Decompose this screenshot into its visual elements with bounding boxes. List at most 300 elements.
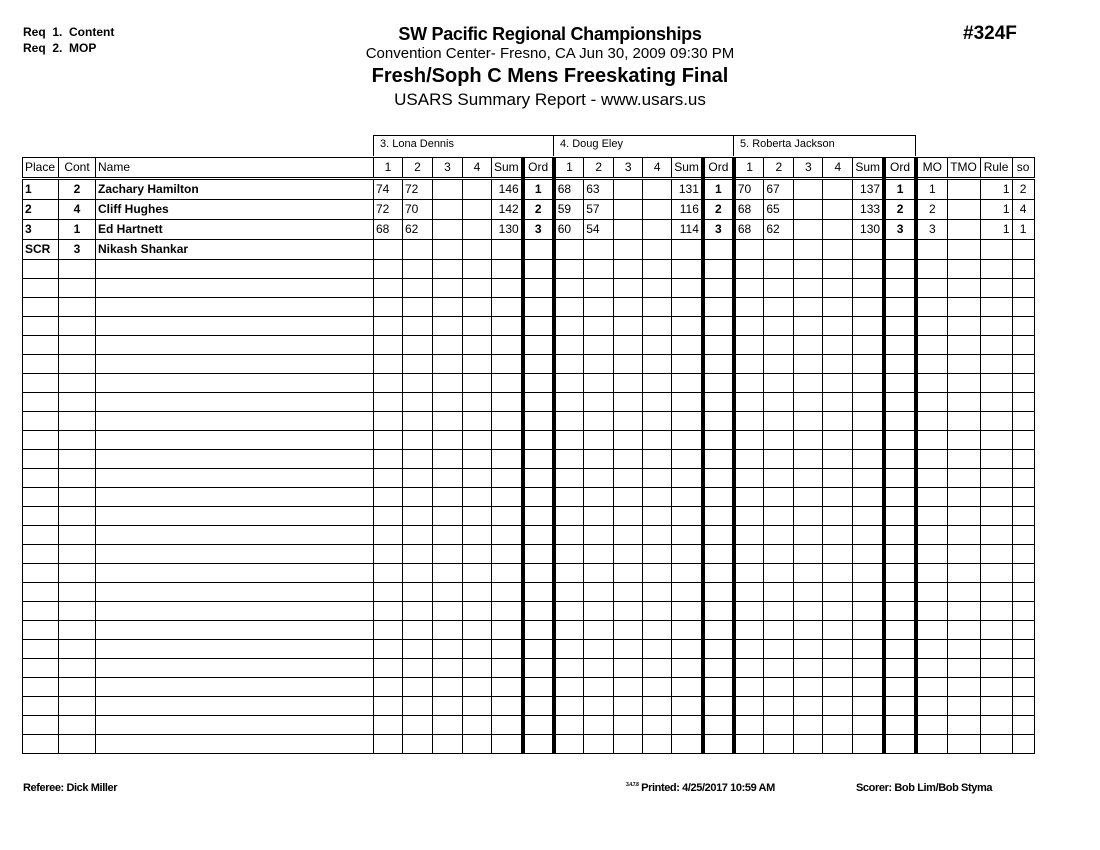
empty-cell [823,621,853,640]
empty-cell [584,640,614,659]
empty-cell [916,298,947,317]
empty-cell [734,659,764,678]
empty-cell [403,564,433,583]
judge-3-score-3-cell [794,220,823,240]
empty-row [23,735,1035,754]
empty-cell [916,279,947,298]
empty-cell [23,507,59,526]
empty-cell [433,469,463,488]
judge-header-3: 5. Roberta Jackson [733,135,916,156]
empty-cell [374,716,403,735]
empty-cell [884,659,916,678]
empty-cell [584,735,614,754]
empty-cell [403,640,433,659]
empty-cell [794,260,823,279]
empty-cell [916,393,947,412]
empty-cell [554,716,584,735]
empty-cell [916,450,947,469]
empty-cell [59,393,96,412]
empty-cell [734,621,764,640]
col-j2-2: 2 [584,158,614,179]
empty-cell [614,279,643,298]
empty-cell [59,545,96,564]
empty-cell [734,564,764,583]
empty-cell [523,469,554,488]
report-header [300,23,800,111]
empty-cell [823,488,853,507]
empty-cell [1012,564,1034,583]
empty-cell [433,678,463,697]
empty-cell [584,564,614,583]
empty-cell [403,697,433,716]
empty-cell [916,260,947,279]
empty-cell [554,564,584,583]
judge-1-ordinal-cell: 3 [523,220,554,240]
empty-cell [884,298,916,317]
empty-cell [703,545,734,564]
empty-cell [794,469,823,488]
empty-row [23,697,1035,716]
empty-cell [884,545,916,564]
competition-title: SW Pacific Regional Championships [398,24,702,44]
empty-cell [463,526,492,545]
empty-cell [916,716,947,735]
empty-cell [554,260,584,279]
empty-cell [794,583,823,602]
skater-name-cell: Cliff Hughes [96,200,374,220]
empty-cell [403,735,433,754]
empty-cell [96,336,374,355]
judge-1-score-4-cell [463,179,492,200]
empty-cell [374,735,403,754]
empty-cell [59,583,96,602]
empty-cell [523,640,554,659]
empty-cell [672,279,703,298]
empty-cell [884,393,916,412]
place-cell: 3 [23,220,59,240]
empty-cell [59,640,96,659]
printed-label: Printed: 4/25/2017 10:59 AM [641,782,775,794]
empty-cell [463,260,492,279]
empty-cell [23,450,59,469]
empty-cell [59,469,96,488]
empty-cell [672,336,703,355]
judge-1-sum-cell: 146 [492,179,523,200]
empty-cell [734,716,764,735]
so-cell: 1 [1012,220,1034,240]
empty-cell [764,735,794,754]
empty-cell [433,355,463,374]
empty-cell [492,735,523,754]
judge-1-score-1-cell: 72 [374,200,403,220]
empty-cell [672,450,703,469]
empty-cell [980,678,1012,697]
empty-cell [884,526,916,545]
empty-cell [884,602,916,621]
empty-cell [374,507,403,526]
empty-cell [734,374,764,393]
judge-3-score-4-cell [823,179,853,200]
empty-cell [59,355,96,374]
judge-1-score-2-cell: 62 [403,220,433,240]
empty-cell [794,526,823,545]
judge-3-score-4-cell [823,200,853,220]
empty-cell [403,488,433,507]
empty-cell [672,260,703,279]
judge-1-score-2-cell: 70 [403,200,433,220]
version-label: 3.4.7.8 [626,782,639,788]
empty-cell [672,697,703,716]
empty-cell [523,735,554,754]
empty-cell [23,260,59,279]
empty-row [23,545,1035,564]
empty-cell [734,507,764,526]
empty-cell [734,279,764,298]
empty-row [23,279,1035,298]
empty-cell [463,583,492,602]
empty-cell [703,431,734,450]
judge-3-score-1-cell [734,240,764,260]
empty-cell [403,545,433,564]
empty-cell [703,336,734,355]
empty-cell [884,678,916,697]
empty-cell [523,526,554,545]
empty-cell [584,488,614,507]
empty-cell [703,735,734,754]
empty-cell [554,507,584,526]
empty-cell [764,583,794,602]
empty-cell [584,355,614,374]
empty-cell [523,431,554,450]
col-j3-3: 3 [794,158,823,179]
empty-cell [554,659,584,678]
judge-1-ordinal-cell: 2 [523,200,554,220]
empty-cell [96,450,374,469]
empty-cell [554,393,584,412]
empty-cell [916,735,947,754]
empty-cell [884,488,916,507]
empty-cell [96,355,374,374]
empty-cell [672,431,703,450]
empty-cell [884,412,916,431]
col-j1-3: 3 [433,158,463,179]
empty-cell [23,317,59,336]
empty-cell [794,507,823,526]
empty-cell [643,678,672,697]
empty-cell [584,374,614,393]
rule-cell: 1 [980,200,1012,220]
empty-cell [374,336,403,355]
empty-cell [823,697,853,716]
empty-cell [614,450,643,469]
empty-cell [672,374,703,393]
empty-cell [554,431,584,450]
empty-cell [614,355,643,374]
empty-cell [584,298,614,317]
empty-cell [947,564,980,583]
tmo-cell [947,179,980,200]
empty-cell [584,317,614,336]
empty-cell [23,355,59,374]
empty-cell [853,279,884,298]
judge-1-score-3-cell [433,179,463,200]
col-j1-sum: Sum [492,158,523,179]
empty-cell [584,393,614,412]
empty-cell [1012,507,1034,526]
mo-cell: 2 [916,200,947,220]
empty-cell [463,735,492,754]
empty-cell [403,659,433,678]
empty-cell [1012,412,1034,431]
empty-cell [584,697,614,716]
empty-cell [794,393,823,412]
results-table [22,157,1035,754]
judge-2-sum-cell: 114 [672,220,703,240]
empty-cell [433,659,463,678]
empty-cell [823,507,853,526]
empty-cell [980,716,1012,735]
empty-row [23,260,1035,279]
empty-cell [947,507,980,526]
empty-cell [23,374,59,393]
empty-cell [523,393,554,412]
empty-cell [433,317,463,336]
empty-cell [59,412,96,431]
empty-cell [703,317,734,336]
empty-cell [554,602,584,621]
empty-cell [433,602,463,621]
empty-cell [492,298,523,317]
empty-cell [523,488,554,507]
empty-cell [523,507,554,526]
judge-3-ordinal-cell: 2 [884,200,916,220]
empty-cell [492,697,523,716]
empty-cell [672,716,703,735]
empty-cell [96,279,374,298]
empty-cell [23,697,59,716]
empty-cell [764,450,794,469]
empty-cell [403,678,433,697]
empty-cell [554,697,584,716]
empty-cell [403,393,433,412]
empty-cell [1012,317,1034,336]
empty-cell [734,526,764,545]
empty-cell [433,564,463,583]
empty-cell [403,469,433,488]
judge-3-score-3-cell [794,240,823,260]
empty-cell [643,450,672,469]
empty-cell [403,374,433,393]
place-cell: 1 [23,179,59,200]
empty-cell [59,507,96,526]
empty-cell [23,298,59,317]
empty-cell [59,659,96,678]
judge-2-score-4-cell [643,220,672,240]
empty-cell [734,450,764,469]
judge-1-score-1-cell: 74 [374,179,403,200]
empty-cell [433,279,463,298]
empty-cell [916,640,947,659]
empty-cell [463,659,492,678]
empty-cell [463,279,492,298]
empty-cell [433,545,463,564]
empty-cell [96,716,374,735]
empty-cell [947,583,980,602]
empty-cell [916,545,947,564]
empty-cell [672,602,703,621]
empty-cell [492,355,523,374]
empty-cell [703,488,734,507]
empty-cell [672,678,703,697]
col-j1-ord: Ord [523,158,554,179]
empty-cell [884,450,916,469]
table-row [23,220,1035,240]
judge-1-score-2-cell: 72 [403,179,433,200]
empty-cell [672,583,703,602]
empty-cell [823,412,853,431]
empty-cell [703,564,734,583]
cont-cell: 4 [59,200,96,220]
empty-cell [884,355,916,374]
judge-2-score-4-cell [643,240,672,260]
empty-cell [764,716,794,735]
col-j2-sum: Sum [672,158,703,179]
empty-cell [643,564,672,583]
empty-cell [614,583,643,602]
empty-cell [672,355,703,374]
empty-cell [492,564,523,583]
empty-cell [734,336,764,355]
empty-cell [947,716,980,735]
empty-cell [823,678,853,697]
empty-cell [403,583,433,602]
empty-cell [764,526,794,545]
empty-cell [980,260,1012,279]
mo-cell: 3 [916,220,947,240]
empty-cell [643,260,672,279]
empty-cell [734,431,764,450]
empty-cell [853,564,884,583]
empty-cell [584,450,614,469]
empty-cell [23,602,59,621]
empty-cell [374,583,403,602]
empty-cell [764,317,794,336]
empty-cell [703,659,734,678]
empty-cell [463,507,492,526]
empty-cell [463,336,492,355]
judge-3-score-1-cell: 70 [734,179,764,200]
empty-cell [403,412,433,431]
judge-3-score-3-cell [794,200,823,220]
empty-cell [492,583,523,602]
empty-cell [374,412,403,431]
empty-cell [374,602,403,621]
empty-cell [916,621,947,640]
empty-cell [823,526,853,545]
so-cell [1012,240,1034,260]
empty-cell [96,678,374,697]
empty-cell [23,412,59,431]
empty-cell [96,735,374,754]
col-place: Place [23,158,59,179]
empty-cell [523,298,554,317]
empty-cell [23,545,59,564]
empty-cell [884,260,916,279]
empty-cell [734,545,764,564]
empty-cell [23,488,59,507]
so-cell: 4 [1012,200,1034,220]
empty-cell [463,469,492,488]
empty-cell [764,659,794,678]
empty-cell [643,526,672,545]
empty-cell [672,507,703,526]
empty-cell [853,697,884,716]
empty-cell [947,393,980,412]
judge-1-score-4-cell [463,240,492,260]
empty-cell [734,260,764,279]
empty-cell [853,735,884,754]
empty-cell [523,279,554,298]
empty-cell [463,374,492,393]
empty-cell [59,735,96,754]
col-name: Name [96,158,374,179]
empty-cell [614,507,643,526]
empty-cell [492,374,523,393]
empty-cell [523,697,554,716]
empty-cell [823,564,853,583]
empty-cell [492,621,523,640]
empty-cell [947,545,980,564]
empty-cell [643,602,672,621]
empty-cell [463,431,492,450]
empty-cell [916,526,947,545]
empty-cell [433,583,463,602]
col-j3-2: 2 [764,158,794,179]
empty-cell [96,374,374,393]
empty-cell [643,336,672,355]
event-title: Fresh/Soph C Mens Freeskating Final [371,65,729,87]
place-cell: 2 [23,200,59,220]
empty-cell [916,583,947,602]
so-cell: 2 [1012,179,1034,200]
empty-cell [59,260,96,279]
empty-cell [853,393,884,412]
col-j3-4: 4 [823,158,853,179]
event-id: #324F [963,23,1017,44]
empty-cell [463,412,492,431]
empty-cell [884,317,916,336]
empty-row [23,526,1035,545]
empty-cell [492,317,523,336]
empty-cell [23,640,59,659]
empty-cell [1012,469,1034,488]
empty-row [23,678,1035,697]
judge-1-score-3-cell [433,240,463,260]
empty-cell [734,469,764,488]
empty-cell [554,374,584,393]
empty-cell [884,507,916,526]
empty-cell [884,583,916,602]
empty-row [23,431,1035,450]
judge-3-sum-cell: 133 [853,200,884,220]
empty-cell [23,431,59,450]
empty-cell [523,678,554,697]
judge-2-score-1-cell [554,240,584,260]
empty-cell [554,355,584,374]
empty-cell [403,450,433,469]
empty-cell [523,260,554,279]
table-row [23,240,1035,260]
